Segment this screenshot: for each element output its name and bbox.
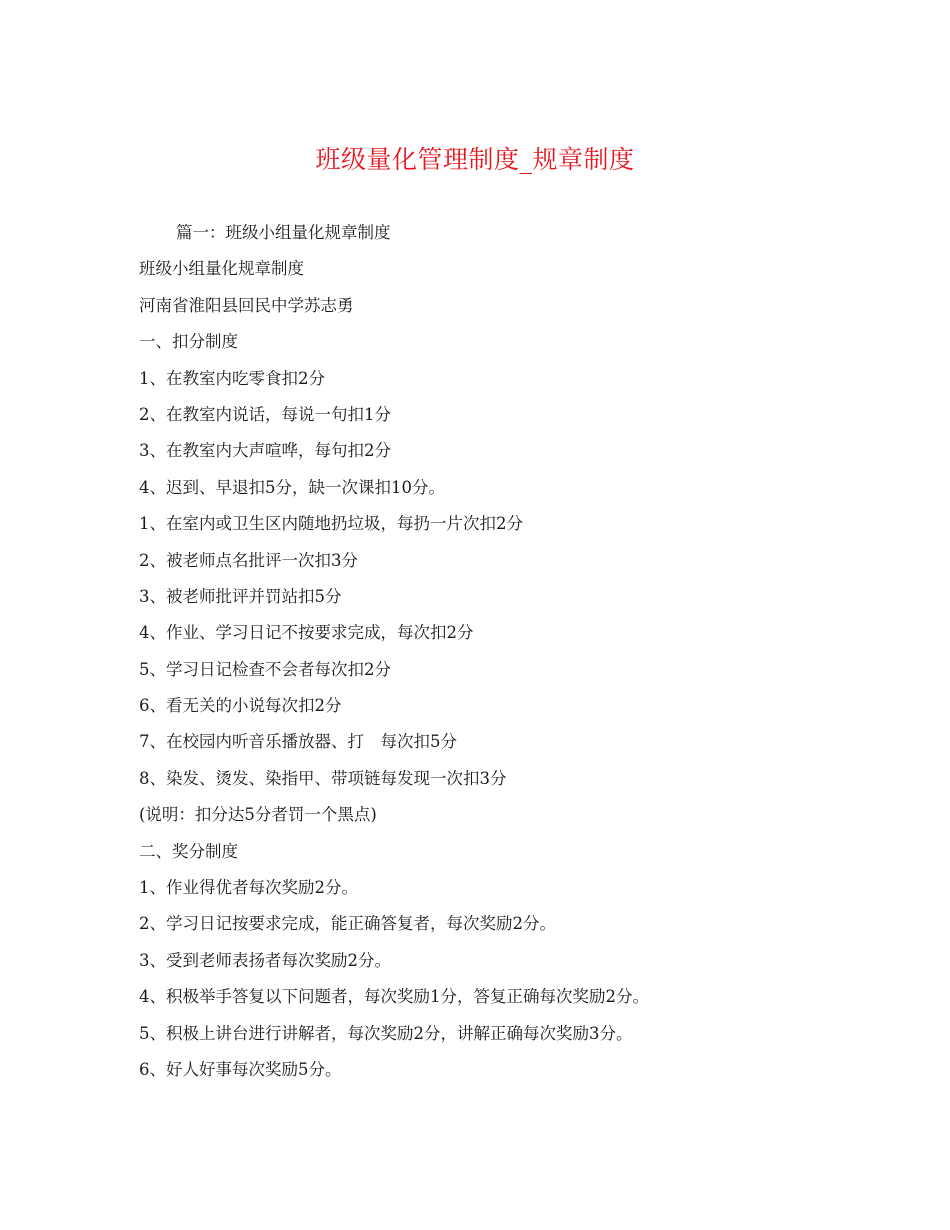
- section-heading-rewards: 二、奖分制度: [139, 841, 238, 861]
- rule-line: 3、受到老师表扬者每次奖励2分。: [139, 950, 391, 970]
- rule-line: 3、被老师批评并罚站扣5分: [139, 586, 342, 606]
- document-title: 班级量化管理制度_规章制度: [315, 145, 635, 174]
- rule-line: 2、被老师点名批评一次扣3分: [139, 550, 358, 570]
- author-line: 河南省淮阳县回民中学苏志勇: [139, 295, 354, 315]
- rule-line: 3、在教室内大声喧哗，每句扣2分: [139, 441, 391, 461]
- rule-line: 7、在校园内听音乐播放器、打 每次扣5分: [139, 732, 457, 752]
- section-heading-part-one: 篇一：班级小组量化规章制度: [176, 223, 391, 242]
- rule-line: 8、染发、烫发、染指甲、带项链每发现一次扣3分: [139, 768, 507, 788]
- rule-line: 1、在教室内吃零食扣2分: [139, 368, 325, 388]
- rule-line: 2、在教室内说话，每说一句扣1分: [139, 404, 391, 424]
- rule-line: 1、作业得优者每次奖励2分。: [139, 878, 358, 898]
- document-body: [139, 218, 879, 1091]
- rule-line: 6、好人好事每次奖励5分。: [139, 1059, 342, 1079]
- rule-line: 6、看无关的小说每次扣2分: [139, 696, 342, 716]
- subtitle-line: 班级小组量化规章制度: [139, 259, 304, 279]
- rule-line: 4、作业、学习日记不按要求完成，每次扣2分: [139, 623, 474, 643]
- rule-line: 4、积极举手答复以下问题者，每次奖励1分，答复正确每次奖励2分。: [139, 987, 649, 1007]
- rule-line: 4、迟到、早退扣5分，缺一次课扣10分。: [139, 477, 445, 497]
- section-heading-deductions: 一、扣分制度: [139, 332, 238, 352]
- rule-line: 5、积极上讲台进行讲解者，每次奖励2分，讲解正确每次奖励3分。: [139, 1023, 633, 1043]
- rule-line: 1、在室内或卫生区内随地扔垃圾，每扔一片次扣2分: [139, 514, 523, 534]
- rule-line: 5、学习日记检查不会者每次扣2分: [139, 659, 391, 679]
- note-line: (说明：扣分达5分者罚一个黑点): [139, 805, 377, 825]
- rule-line: 2、学习日记按要求完成，能正确答复者，每次奖励2分。: [139, 914, 556, 934]
